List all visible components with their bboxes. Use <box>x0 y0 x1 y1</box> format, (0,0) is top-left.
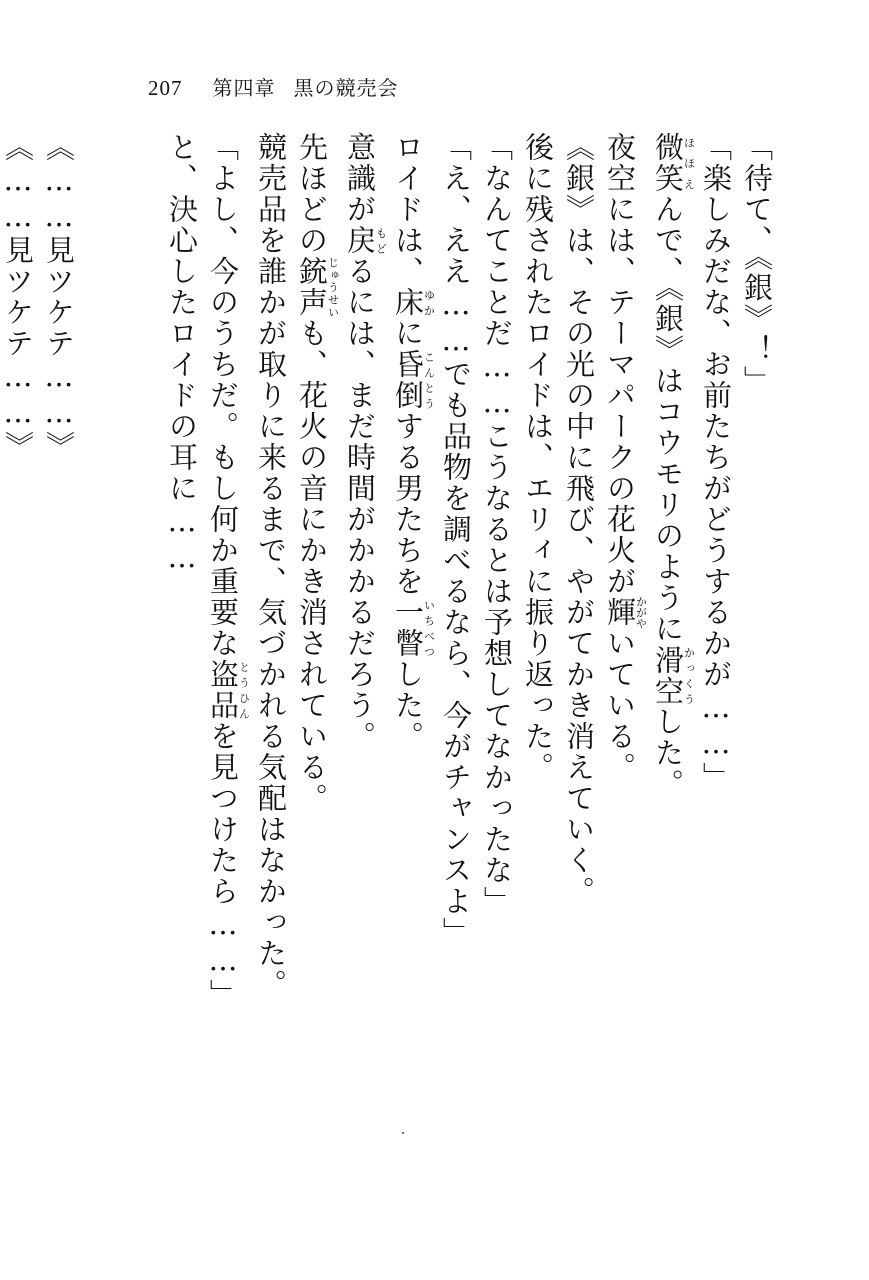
text-line: 夜空には、テーマパークの花火が輝かがやいている。 <box>603 132 648 783</box>
chapter-title: 黒の競売会 <box>293 76 399 100</box>
ruby-word: 床ゆか <box>391 287 436 318</box>
ruby-word: 微笑ほほえ <box>651 132 696 194</box>
text-line: 後に残されたロイドは、エリィに振り返った。 <box>521 132 555 783</box>
blank-line <box>79 132 120 892</box>
blank-line <box>120 132 161 892</box>
text-line: 微笑ほほえんで、《銀》はコウモリのように滑空かっくうした。 <box>651 132 696 800</box>
chapter-label: 第四章 <box>212 76 276 100</box>
scan-speck <box>402 1132 404 1134</box>
text-line: 「待て、《銀》！」 <box>740 132 774 397</box>
text-line: 競売品を誰かが取りに来るまで、気づかれる気配はなかった。 <box>254 132 288 1000</box>
ruby-word: 盗品とうひん <box>206 659 251 721</box>
text-line: 「よし、今のうちだ。もし何か重要な盗品とうひんを見つけたら……」 <box>206 132 251 1010</box>
body-text <box>0 132 777 1010</box>
text-line: 《銀》は、その光の中に飛び、やがてかき消えていく。 <box>562 132 596 907</box>
page-header <box>148 72 399 102</box>
ruby-word: 滑空かっくう <box>651 644 696 707</box>
text-line: 先ほどの銃声じゅうせいも、花火の音にかき消されている。 <box>295 132 340 814</box>
text-line: 《……見ツケテ……》 <box>1 132 35 462</box>
text-line: 「え、ええ……でも品物を調べるなら、今がチャンスよ」 <box>439 132 473 948</box>
text-line: 意識が戻もどるには、まだ時間がかかるだろう。 <box>343 132 388 752</box>
ruby-word: 一瞥いちべつ <box>391 597 436 659</box>
text-line: ロイドは、床ゆかに昏倒こんとうする男たちを一瞥いちべつした。 <box>391 132 436 752</box>
text-line: 「楽しみだな、お前たちがどうするかが……」 <box>699 132 733 793</box>
ruby-word: 輝かがや <box>603 596 648 629</box>
page-number: 207 <box>148 76 183 100</box>
ruby-word: 戻もど <box>343 225 388 256</box>
ruby-word: 昏倒こんとう <box>391 349 436 411</box>
text-line: と、決心したロイドの耳に…… <box>165 132 199 576</box>
text-line: 《……見ツケテ……》 <box>42 132 76 462</box>
ruby-word: 銃声じゅうせい <box>295 256 340 318</box>
text-line: 「なんてことだ……こうなるとは予想してなかったな」 <box>480 132 514 917</box>
